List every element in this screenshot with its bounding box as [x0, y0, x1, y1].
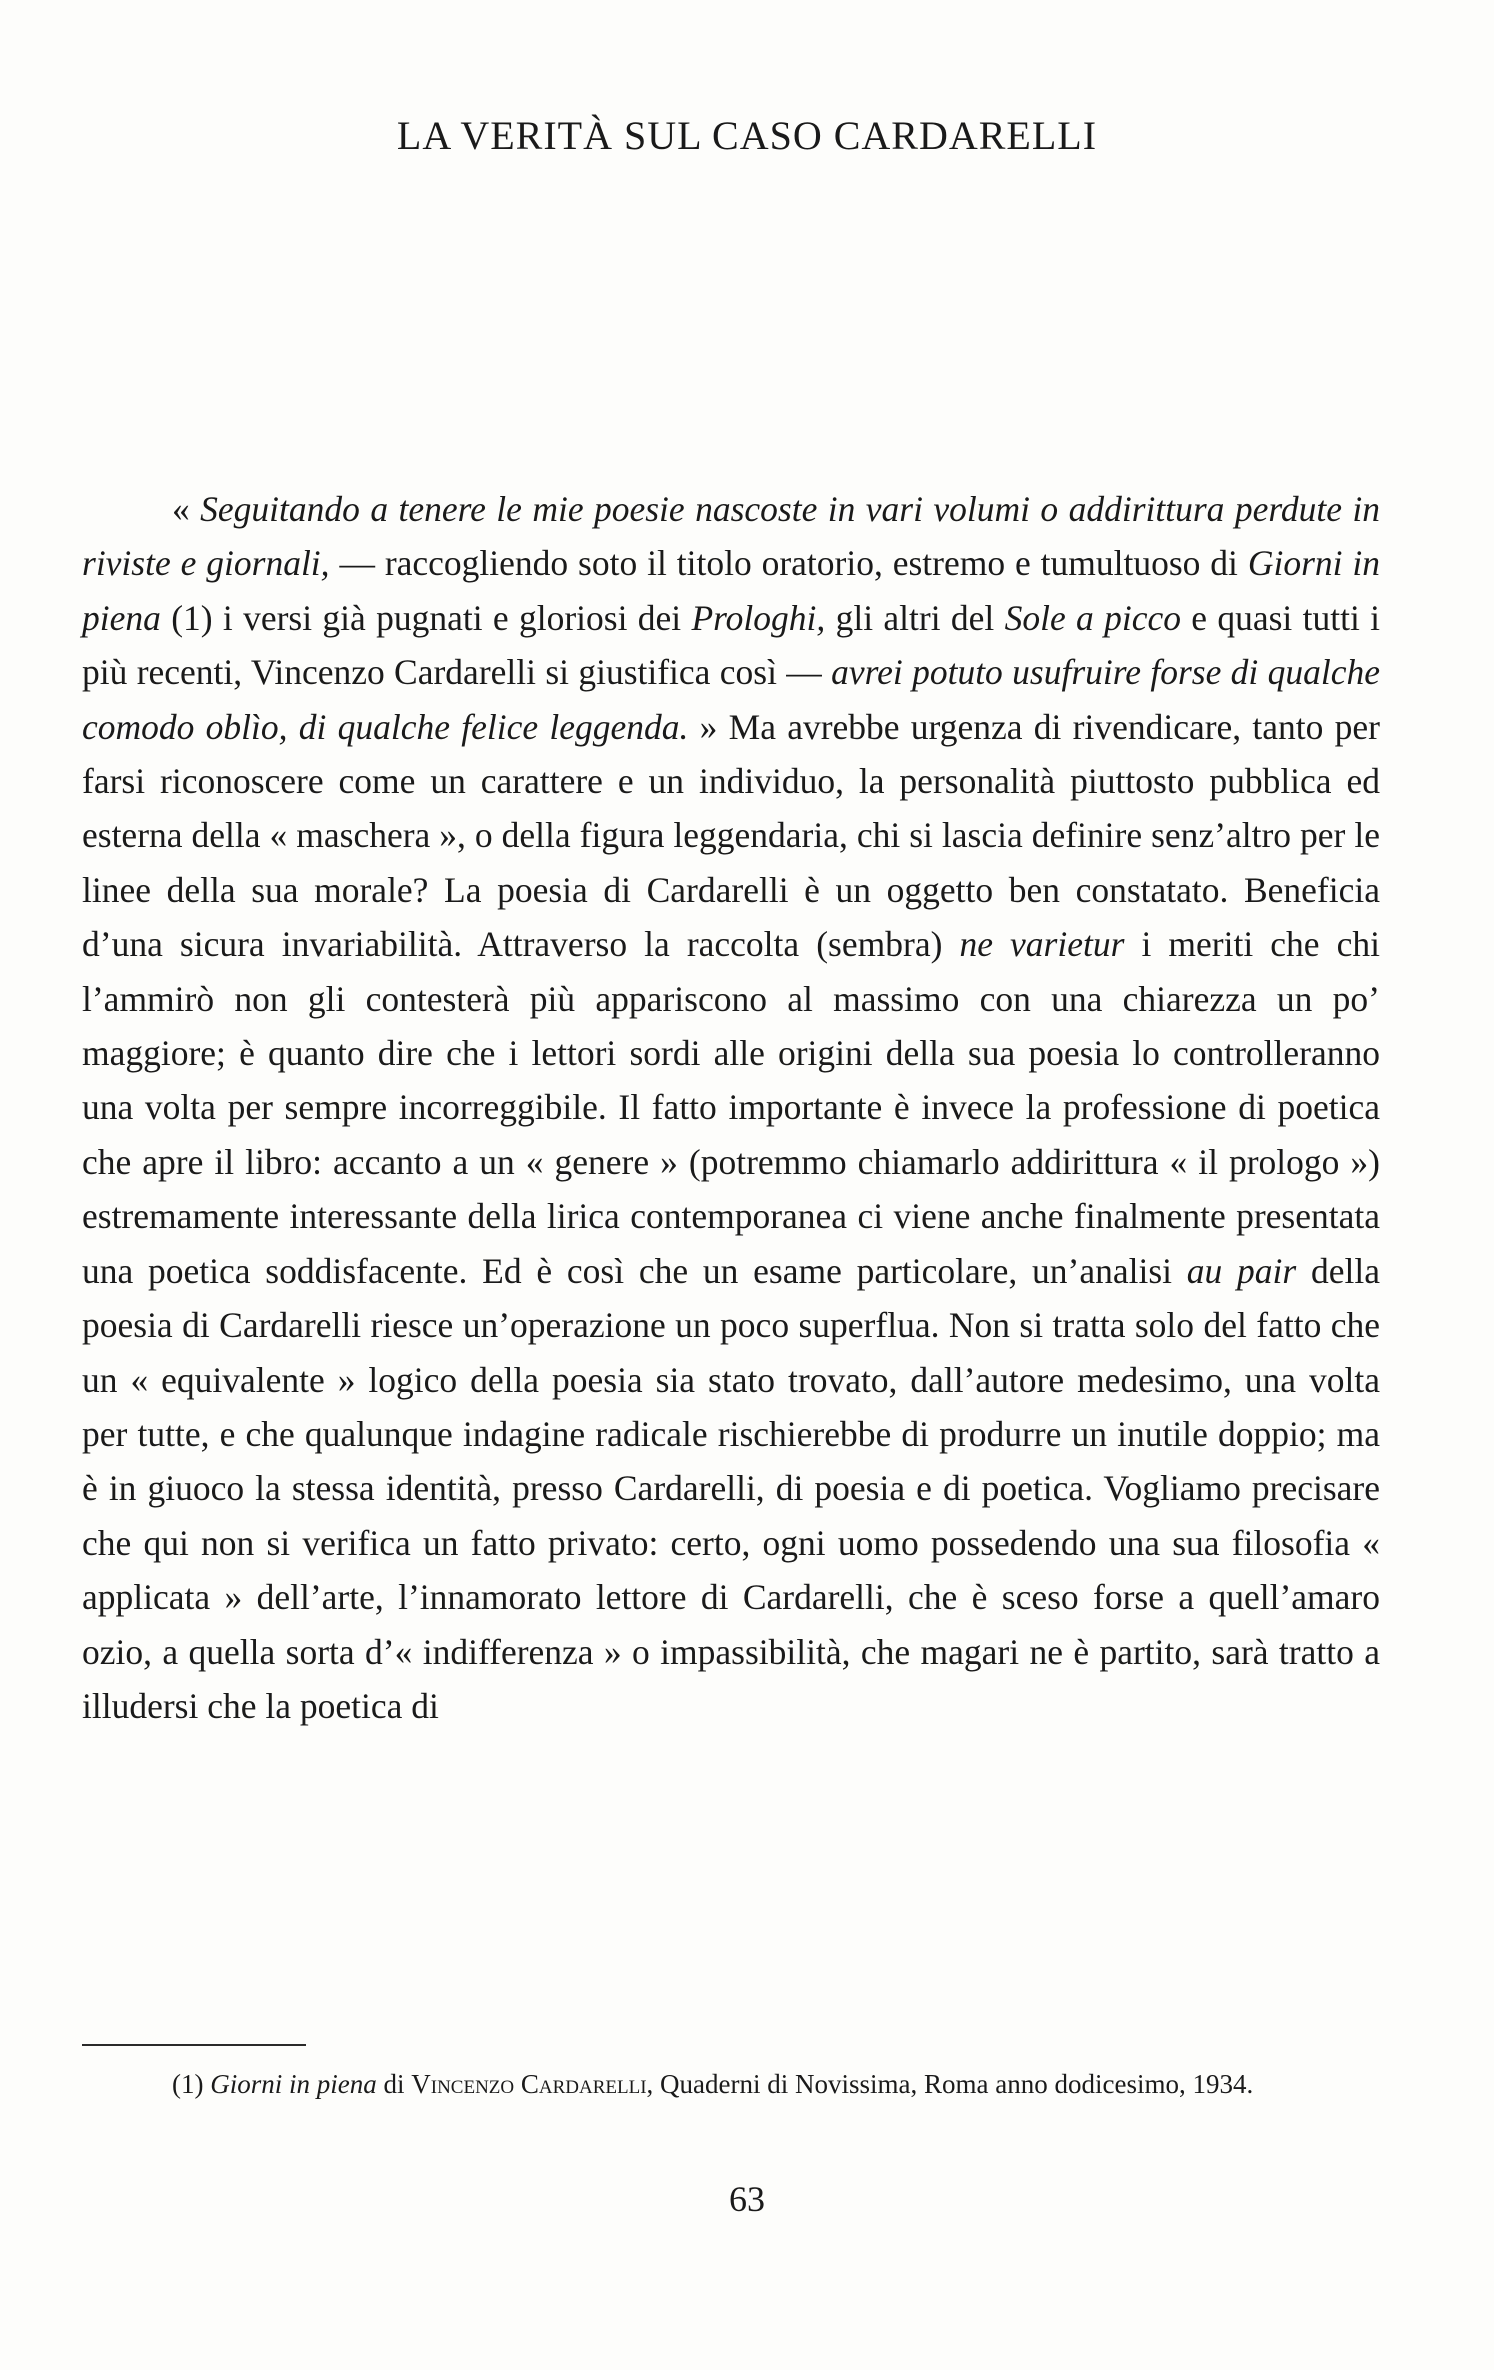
body-italic-avrei-potuto: avrei potuto usufruire forse di qualche comodo oblìo, di qualche felice leggenda.: [82, 652, 1380, 747]
body-italic-au-pair: au pair: [1186, 1250, 1297, 1291]
footnote-title: Giorni in piena: [210, 2069, 377, 2099]
footnote: [82, 2065, 1380, 2103]
body-text-1: «: [172, 489, 201, 529]
body-text-6: » Ma avrebbe urgenza di rivendicare, tanto per farsi riconoscere come un carattere e un individuo, la personalità piuttosto pubblica ed esterna della « maschera », o della figura leggendaria, chi si lascia definire senz’altro per le linee della sua morale? La poesia di Cardarelli è un oggetto ben constatato. Beneficia d’una sicura invariabilità. Attraverso la raccolta (sembra): [82, 706, 1380, 965]
body-paragraph: [82, 482, 1380, 1733]
body-italic-sole-a-picco: Sole a picco: [1004, 597, 1181, 638]
body-italic-ne-varietur: ne varietur: [959, 924, 1125, 965]
body-text-8: della poesia di Cardarelli riesce un’operazione un poco superflua. Non si tratta solo del fatto che un « equivalente » logico della poesia sia stato trovato, dall’autore medesimo, una volta per tutte, e che qualunque indagine radicale rischierebbe di produrre un inutile doppio; ma è in giuoco la stessa identità, presso Cardarelli, di poesia e di poetica. Vogliamo precisare che qui non si verifica un fatto privato: certo, ogni uomo possedendo una sua filosofia « applicata » dell’arte, l’innamorato lettore di Cardarelli, che è sceso forse a quell’amaro ozio, a quella sorta d’« indifferenza » o impassibilità, che magari ne è partito, sarà tratto a illudersi che la poetica di: [82, 1250, 1380, 1726]
body-text-7: i meriti che chi l’ammirò non gli contesterà più appariscono al massimo con una chiarezza un po’ maggiore; è quanto dire che i lettori sordi alle origini della sua poesia lo controlleranno una volta per sempre incorreggibile. Il fatto importante è invece la professione di poetica che apre il libro: accanto a un « genere » (potremmo chiamarlo addirittura « il prologo ») estremamente interessante della lirica contemporanea ci viene anche finalmente presentata una poetica soddisfacente. Ed è così che un esame particolare, un’analisi: [82, 924, 1380, 1291]
footnote-divider: [82, 2044, 306, 2046]
body-italic-giorni-in-piena: Giorni in piena: [82, 543, 1380, 638]
footnote-by: di: [376, 2069, 412, 2099]
body-text-2: — raccogliendo soto il titolo oratorio, estremo e tumultuoso di: [329, 543, 1248, 584]
footnote-author: Vincenzo Cardarelli: [411, 2069, 647, 2099]
body-text-4: gli altri del: [825, 597, 1005, 638]
running-head: LA VERITÀ SUL CASO CARDARELLI: [396, 113, 1098, 158]
body-text-5: e quasi tutti i più recenti, Vincenzo Cardarelli si giustifica così —: [82, 597, 1381, 693]
page-number: 63: [729, 2179, 765, 2219]
footnote-mark: (1): [172, 2069, 211, 2099]
footnote-rest: , Quaderni di Novissima, Roma anno dodicesimo, 1934.: [646, 2069, 1254, 2099]
body-italic-quote: Seguitando a tenere le mie poesie nascoste in vari volumi o addirittura perdute in riviste e giornali,: [82, 489, 1380, 584]
body-text-3: (1) i versi già pugnati e gloriosi dei: [160, 597, 692, 638]
body-italic-prologhi: Prologhi,: [691, 597, 826, 638]
